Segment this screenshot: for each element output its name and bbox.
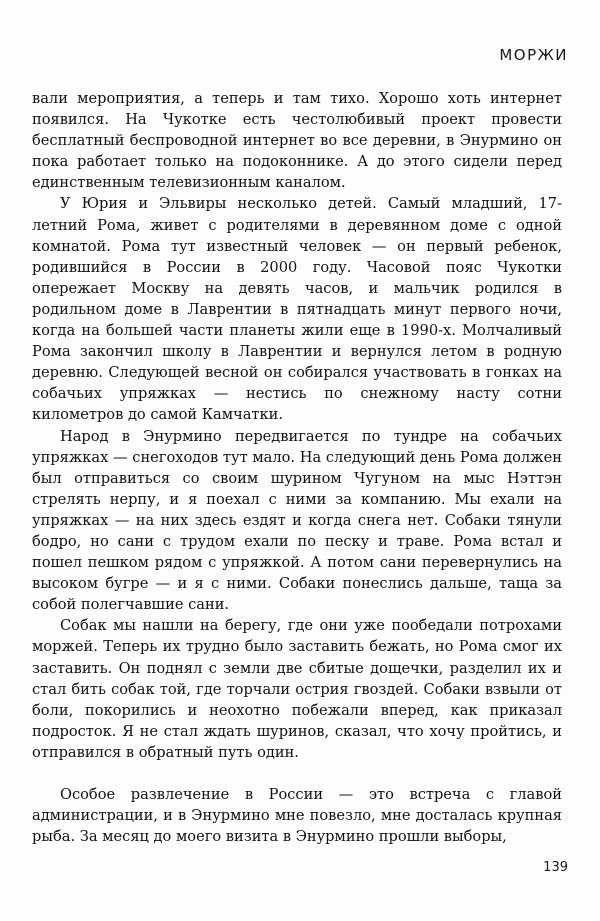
paragraph-2: У Юрия и Эльвиры несколько детей. Самый младший, 17-летний Рома, живет с родителями в деревянном доме с одной комнатой. Рома тут известный человек — он первый ребенок, родившийся в России в 2000 году. Часовой пояс Чукотки опережает Москву на девять часов, и мальчик родился в родильном доме в Лаврентии в пятнадцать минут первого ночи, когда на большей части планеты жили еще в 1990-х. Молчаливый Рома закончил школу в Лаврентии и вернулся летом в родную деревню. Следующей весной он собирался участвовать в гонках на собачьих упряжках — нестись по снежному насту сотни километров до самой Камчатки. (32, 195, 562, 424)
running-head: МОРЖИ (499, 46, 568, 64)
paragraph-5: Особое развлечение в России — это встреча с главой администрации, и в Энурмино мне повезло, мне досталась крупная рыба. За месяц до моего визита в Энурмино прошли выборы, (32, 786, 562, 846)
paragraph-4: Собак мы нашли на берегу, где они уже пообедали потрохами моржей. Теперь их трудно было заставить бежать, но Рома смог их заставить. Он поднял с земли две сбитые дощечки, разделил их и стал бить собак той, где торчали острия гвоздей. Собаки взвыли от боли, покорились и неохотно побежали вперед, как приказал подросток. Я не стал ждать шуринов, сказал, что хочу пройтись, и отправился в обратный путь один. (32, 617, 562, 761)
paragraph-3: Народ в Энурмино передвигается по тундре на собачьих упряжках — снегоходов тут мало. На следующий день Рома должен был отправиться со своим шурином Чугуном на мыс Нэттэн стрелять нерпу, и я поехал с ними за компанию. Мы ехали на упряжках — на них здесь ездят и когда снега нет. Собаки тянули бодро, но сани с трудом ехали по песку и траве. Рома встал и пошел пешком рядом с упряжкой. А потом сани перевернулись на высоком бугре — и я с ними. Собаки понеслись дальше, таща за собой полегчавшие сани. (32, 427, 562, 614)
body-text (32, 88, 562, 847)
page-number: 139 (543, 860, 568, 875)
paragraph-1: вали мероприятия, а теперь и там тихо. Хорошо хоть интернет появился. На Чукотке есть честолюбивый проект провести бесплатный беспроводной интернет во все деревни, в Энурмино он пока работает только на подоконнике. А до этого сидели перед единственным телевизионным каналом. (32, 90, 562, 192)
